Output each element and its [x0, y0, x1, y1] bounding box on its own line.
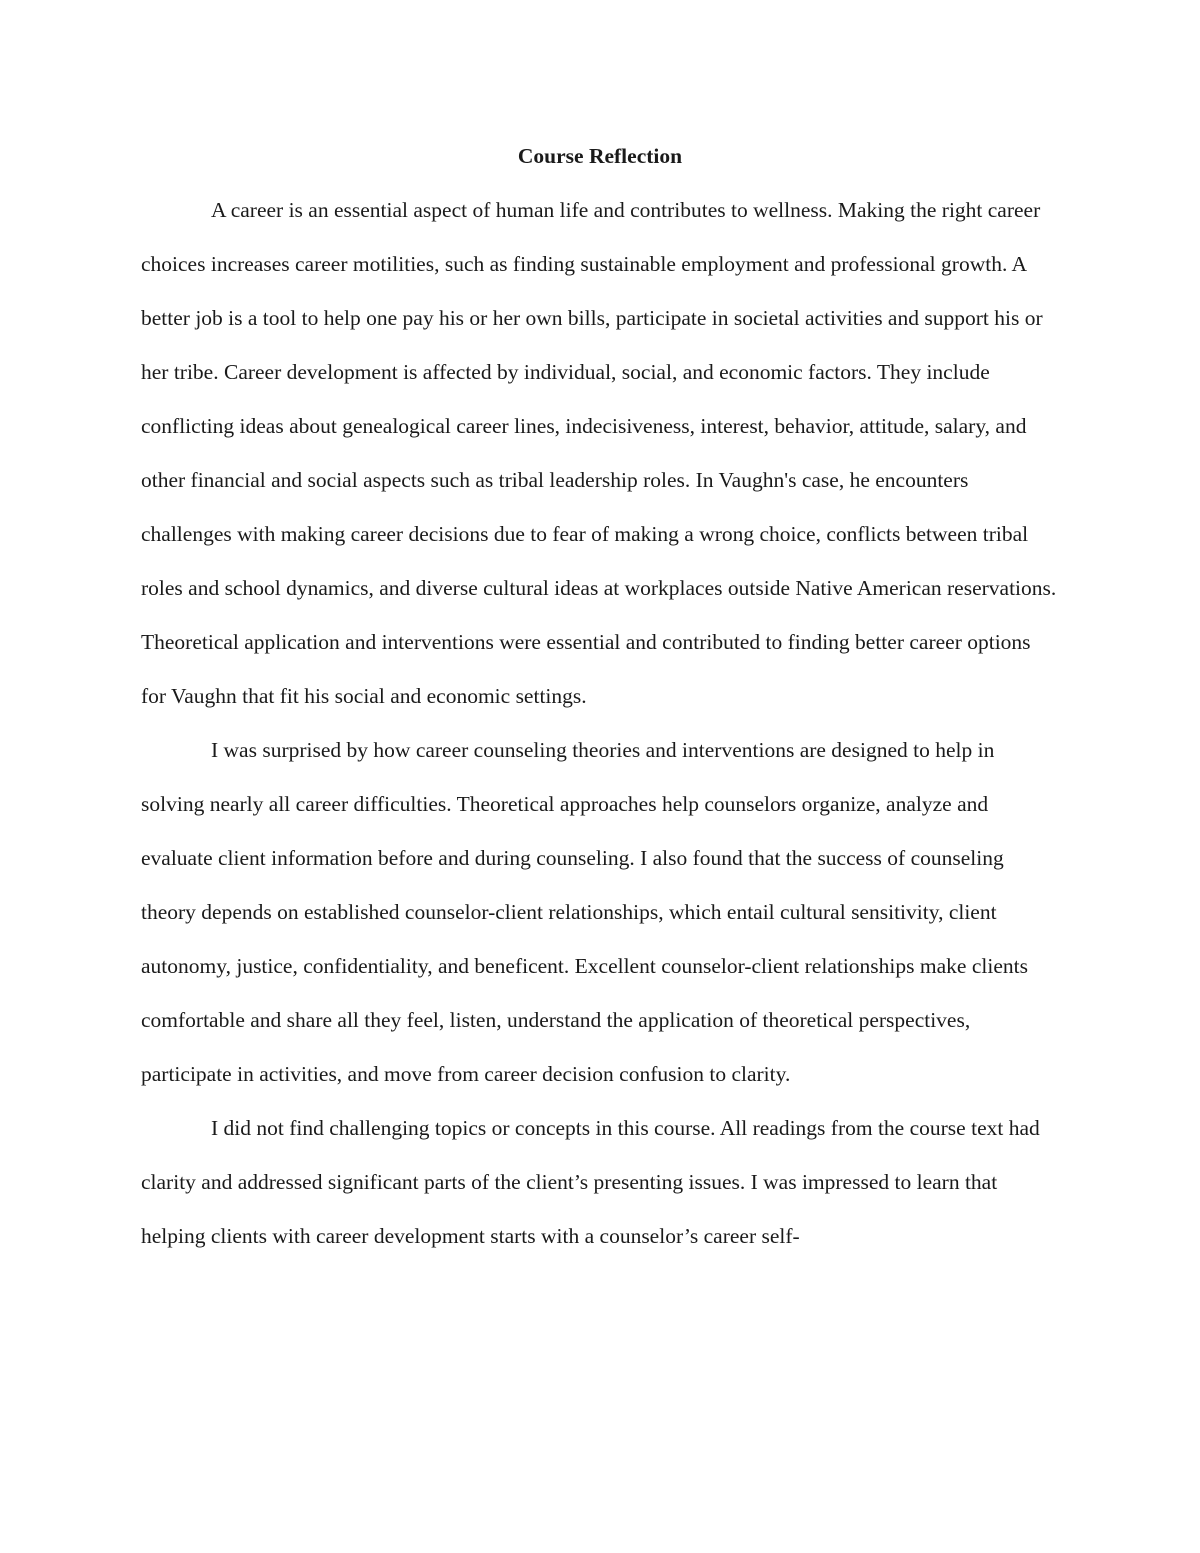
paragraph-career-essential: A career is an essential aspect of human life and contributes to wellness. Making the right career choices increases career motilities, such as finding sustainable employment and professional growth. A better job is a tool to help one pay his or her own bills, participate in societal activities and support his or her tribe. Career development is affected by individual, social, and economic factors. They include conflicting ideas about genealogical career lines, indecisiveness, interest, behavior, attitude, salary, and other financial and social aspects such as tribal leadership roles. In Vaughn's case, he encounters challenges with making career decisions due to fear of making a wrong choice, conflicts between tribal roles and school dynamics, and diverse cultural ideas at workplaces outside Native American reservations. Theoretical application and interventions were essential and contributed to finding better career options for Vaughn that fit his social and economic settings.: [141, 198, 1057, 708]
page-title: Course Reflection: [517, 144, 683, 168]
paragraph-course-readings: I did not find challenging topics or concepts in this course. All readings from the course text had clarity and addressed significant parts of the client’s presenting issues. I was impressed to learn that helping clients with career development starts with a counselor’s career self-: [141, 1116, 1040, 1248]
paragraph-counseling-theories: I was surprised by how career counseling theories and interventions are designed to help in solving nearly all career difficulties. Theoretical approaches help counselors organize, analyze and evaluate client information before and during counseling. I also found that the success of counseling theory depends on established counselor-client relationships, which entail cultural sensitivity, client autonomy, justice, confidentiality, and beneficent. Excellent counselor-client relationships make clients comfortable and share all they feel, listen, understand the application of theoretical perspectives, participate in activities, and move from career decision confusion to clarity.: [141, 738, 1028, 1086]
document-body: [141, 129, 1059, 1263]
